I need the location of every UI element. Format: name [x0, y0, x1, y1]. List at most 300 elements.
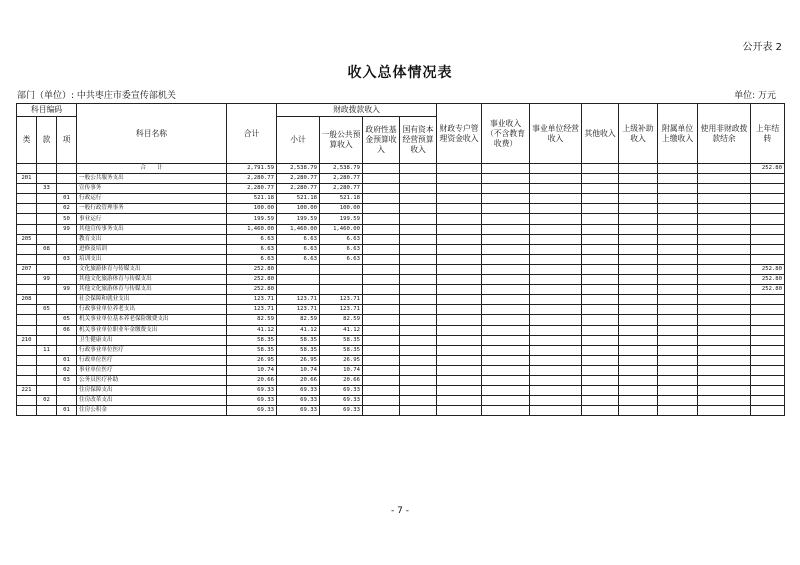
upper-grant-cell — [619, 406, 658, 416]
affiliated-cell — [658, 396, 698, 406]
affiliated-cell — [658, 244, 698, 254]
affiliated-cell — [658, 305, 698, 315]
header-code-group: 科目编码 — [17, 104, 77, 117]
xiang-cell — [57, 275, 77, 285]
state-capital-cell — [400, 234, 437, 244]
non-fiscal-balance-cell — [698, 375, 751, 385]
table-row — [17, 305, 785, 315]
kuan-cell: 33 — [37, 184, 57, 194]
subtotal-cell — [277, 275, 320, 285]
total-cell: 521.18 — [227, 194, 277, 204]
header-state-capital: 国有资本经营预算收入 — [400, 117, 437, 164]
gov-fund-cell — [363, 285, 400, 295]
affiliated-cell — [658, 204, 698, 214]
state-capital-cell — [400, 264, 437, 274]
table-row — [17, 244, 785, 254]
non-fiscal-balance-cell — [698, 204, 751, 214]
prev-carryover-cell — [751, 194, 785, 204]
gov-fund-cell — [363, 204, 400, 214]
other-cell — [582, 295, 619, 305]
total-cell: 2,280.77 — [227, 174, 277, 184]
affiliated-cell — [658, 315, 698, 325]
table-row — [17, 285, 785, 295]
state-capital-cell — [400, 406, 437, 416]
general-budget-cell: 82.59 — [320, 315, 363, 325]
subtotal-cell: 26.95 — [277, 355, 320, 365]
prev-carryover-cell — [751, 184, 785, 194]
upper-grant-cell — [619, 295, 658, 305]
kuan-cell — [37, 285, 57, 295]
gov-fund-cell — [363, 244, 400, 254]
business-unit-op-cell — [530, 204, 582, 214]
gov-fund-cell — [363, 164, 400, 174]
non-fiscal-balance-cell — [698, 214, 751, 224]
general-budget-cell: 58.35 — [320, 335, 363, 345]
subject-name-cell: 事业运行 — [77, 214, 227, 224]
table-row — [17, 315, 785, 325]
business-unit-op-cell — [530, 325, 582, 335]
non-fiscal-balance-cell — [698, 355, 751, 365]
subtotal-cell: 1,460.00 — [277, 224, 320, 234]
prev-carryover-cell — [751, 325, 785, 335]
other-cell — [582, 174, 619, 184]
other-cell — [582, 164, 619, 174]
fiscal-special-cell — [437, 254, 482, 264]
subtotal-cell: 69.33 — [277, 406, 320, 416]
total-cell: 20.66 — [227, 375, 277, 385]
business-cell — [482, 335, 530, 345]
other-cell — [582, 335, 619, 345]
lei-cell — [17, 285, 37, 295]
upper-grant-cell — [619, 396, 658, 406]
affiliated-cell — [658, 325, 698, 335]
lei-cell — [17, 396, 37, 406]
other-cell — [582, 386, 619, 396]
business-unit-op-cell — [530, 214, 582, 224]
kuan-cell — [37, 264, 57, 274]
upper-grant-cell — [619, 194, 658, 204]
prev-carryover-cell: 252.80 — [751, 164, 785, 174]
total-cell: 252.80 — [227, 285, 277, 295]
state-capital-cell — [400, 386, 437, 396]
affiliated-cell — [658, 224, 698, 234]
other-cell — [582, 285, 619, 295]
business-cell — [482, 325, 530, 335]
general-budget-cell: 2,280.77 — [320, 174, 363, 184]
business-cell — [482, 254, 530, 264]
upper-grant-cell — [619, 204, 658, 214]
prev-carryover-cell — [751, 365, 785, 375]
kuan-cell — [37, 386, 57, 396]
upper-grant-cell — [619, 275, 658, 285]
gov-fund-cell — [363, 264, 400, 274]
business-unit-op-cell — [530, 264, 582, 274]
non-fiscal-balance-cell — [698, 345, 751, 355]
business-unit-op-cell — [530, 396, 582, 406]
header-general-budget: 一般公共预算收入 — [320, 117, 363, 164]
fiscal-special-cell — [437, 365, 482, 375]
table-row — [17, 396, 785, 406]
subject-name-cell: 其他文化旅游体育与传媒支出 — [77, 285, 227, 295]
subtotal-cell: 10.74 — [277, 365, 320, 375]
subtotal-cell: 123.71 — [277, 305, 320, 315]
prev-carryover-cell — [751, 355, 785, 365]
gov-fund-cell — [363, 224, 400, 234]
gov-fund-cell — [363, 375, 400, 385]
subject-name-cell: 宣传事务 — [77, 184, 227, 194]
subtotal-cell: 6.63 — [277, 234, 320, 244]
general-budget-cell: 41.12 — [320, 325, 363, 335]
xiang-cell: 03 — [57, 375, 77, 385]
kuan-cell: 08 — [37, 244, 57, 254]
fiscal-special-cell — [437, 164, 482, 174]
business-unit-op-cell — [530, 345, 582, 355]
non-fiscal-balance-cell — [698, 305, 751, 315]
xiang-cell: 06 — [57, 325, 77, 335]
subject-name-cell: 卫生健康支出 — [77, 335, 227, 345]
fiscal-special-cell — [437, 174, 482, 184]
fiscal-special-cell — [437, 355, 482, 365]
other-cell — [582, 345, 619, 355]
non-fiscal-balance-cell — [698, 325, 751, 335]
business-unit-op-cell — [530, 365, 582, 375]
lei-cell — [17, 184, 37, 194]
lei-cell — [17, 164, 37, 174]
business-cell — [482, 234, 530, 244]
xiang-cell — [57, 345, 77, 355]
general-budget-cell: 2,280.77 — [320, 184, 363, 194]
table-row — [17, 264, 785, 274]
upper-grant-cell — [619, 325, 658, 335]
other-cell — [582, 204, 619, 214]
xiang-cell: 05 — [57, 315, 77, 325]
fiscal-special-cell — [437, 386, 482, 396]
total-cell: 10.74 — [227, 365, 277, 375]
state-capital-cell — [400, 164, 437, 174]
subject-name-cell: 其他宣传事务支出 — [77, 224, 227, 234]
business-unit-op-cell — [530, 184, 582, 194]
subtotal-cell: 41.12 — [277, 325, 320, 335]
xiang-cell: 01 — [57, 355, 77, 365]
subject-name-cell: 培训支出 — [77, 254, 227, 264]
subtotal-cell: 6.63 — [277, 244, 320, 254]
general-budget-cell — [320, 285, 363, 295]
prev-carryover-cell — [751, 406, 785, 416]
general-budget-cell: 6.63 — [320, 244, 363, 254]
gov-fund-cell — [363, 295, 400, 305]
total-cell: 6.63 — [227, 244, 277, 254]
general-budget-cell: 521.18 — [320, 194, 363, 204]
table-row — [17, 174, 785, 184]
prev-carryover-cell — [751, 396, 785, 406]
kuan-cell — [37, 365, 57, 375]
prev-carryover-cell — [751, 174, 785, 184]
total-cell: 26.95 — [227, 355, 277, 365]
business-cell — [482, 264, 530, 274]
lei-cell — [17, 325, 37, 335]
business-cell — [482, 406, 530, 416]
non-fiscal-balance-cell — [698, 164, 751, 174]
kuan-cell — [37, 214, 57, 224]
header-total: 合计 — [227, 104, 277, 164]
lei-cell — [17, 365, 37, 375]
prev-carryover-cell — [751, 375, 785, 385]
kuan-cell — [37, 164, 57, 174]
xiang-cell — [57, 264, 77, 274]
non-fiscal-balance-cell — [698, 194, 751, 204]
non-fiscal-balance-cell — [698, 365, 751, 375]
kuan-cell — [37, 234, 57, 244]
other-cell — [582, 254, 619, 264]
gov-fund-cell — [363, 386, 400, 396]
gov-fund-cell — [363, 406, 400, 416]
affiliated-cell — [658, 375, 698, 385]
total-cell: 6.63 — [227, 234, 277, 244]
other-cell — [582, 214, 619, 224]
fiscal-special-cell — [437, 234, 482, 244]
non-fiscal-balance-cell — [698, 234, 751, 244]
general-budget-cell: 69.33 — [320, 396, 363, 406]
prev-carryover-cell — [751, 214, 785, 224]
other-cell — [582, 194, 619, 204]
other-cell — [582, 315, 619, 325]
xiang-cell: 03 — [57, 254, 77, 264]
state-capital-cell — [400, 325, 437, 335]
gov-fund-cell — [363, 325, 400, 335]
total-cell: 58.35 — [227, 345, 277, 355]
state-capital-cell — [400, 305, 437, 315]
table-row — [17, 365, 785, 375]
total-cell: 58.35 — [227, 335, 277, 345]
total-cell: 1,460.00 — [227, 224, 277, 234]
kuan-cell — [37, 375, 57, 385]
table-row — [17, 386, 785, 396]
prev-carryover-cell — [751, 295, 785, 305]
subject-name-cell: 行政运行 — [77, 194, 227, 204]
gov-fund-cell — [363, 305, 400, 315]
subtotal-cell: 100.00 — [277, 204, 320, 214]
affiliated-cell — [658, 406, 698, 416]
business-unit-op-cell — [530, 275, 582, 285]
lei-cell — [17, 214, 37, 224]
other-cell — [582, 325, 619, 335]
other-cell — [582, 375, 619, 385]
non-fiscal-balance-cell — [698, 275, 751, 285]
total-cell: 41.12 — [227, 325, 277, 335]
kuan-cell — [37, 224, 57, 234]
business-unit-op-cell — [530, 285, 582, 295]
non-fiscal-balance-cell — [698, 406, 751, 416]
state-capital-cell — [400, 194, 437, 204]
non-fiscal-balance-cell — [698, 254, 751, 264]
upper-grant-cell — [619, 164, 658, 174]
total-cell: 6.63 — [227, 254, 277, 264]
affiliated-cell — [658, 365, 698, 375]
kuan-cell: 02 — [37, 396, 57, 406]
upper-grant-cell — [619, 335, 658, 345]
prev-carryover-cell — [751, 386, 785, 396]
upper-grant-cell — [619, 375, 658, 385]
header-fiscal-special: 财政专户管理资金收入 — [437, 104, 482, 164]
other-cell — [582, 305, 619, 315]
kuan-cell — [37, 295, 57, 305]
upper-grant-cell — [619, 315, 658, 325]
prev-carryover-cell: 252.80 — [751, 275, 785, 285]
subtotal-cell: 58.35 — [277, 345, 320, 355]
subtotal-cell: 2,538.79 — [277, 164, 320, 174]
prev-carryover-cell — [751, 224, 785, 234]
general-budget-cell: 58.35 — [320, 345, 363, 355]
subject-name-cell: 进修及培训 — [77, 244, 227, 254]
business-unit-op-cell — [530, 315, 582, 325]
business-unit-op-cell — [530, 335, 582, 345]
lei-cell — [17, 275, 37, 285]
general-budget-cell: 69.33 — [320, 386, 363, 396]
business-unit-op-cell — [530, 295, 582, 305]
upper-grant-cell — [619, 254, 658, 264]
header-xiang: 项 — [57, 117, 77, 164]
upper-grant-cell — [619, 244, 658, 254]
lei-cell: 205 — [17, 234, 37, 244]
kuan-cell — [37, 204, 57, 214]
affiliated-cell — [658, 234, 698, 244]
prev-carryover-cell — [751, 305, 785, 315]
state-capital-cell — [400, 275, 437, 285]
form-number: 公开表 2 — [742, 42, 782, 53]
subtotal-cell: 58.35 — [277, 335, 320, 345]
business-cell — [482, 174, 530, 184]
total-cell: 199.59 — [227, 214, 277, 224]
table-row — [17, 275, 785, 285]
xiang-cell — [57, 164, 77, 174]
general-budget-cell — [320, 275, 363, 285]
other-cell — [582, 275, 619, 285]
general-budget-cell: 199.59 — [320, 214, 363, 224]
lei-cell — [17, 305, 37, 315]
general-budget-cell: 20.66 — [320, 375, 363, 385]
non-fiscal-balance-cell — [698, 335, 751, 345]
xiang-cell — [57, 234, 77, 244]
xiang-cell: 02 — [57, 365, 77, 375]
affiliated-cell — [658, 194, 698, 204]
table-row — [17, 375, 785, 385]
state-capital-cell — [400, 375, 437, 385]
kuan-cell: 11 — [37, 345, 57, 355]
business-cell — [482, 355, 530, 365]
general-budget-cell: 10.74 — [320, 365, 363, 375]
xiang-cell — [57, 396, 77, 406]
other-cell — [582, 244, 619, 254]
subtotal-cell: 2,280.77 — [277, 184, 320, 194]
gov-fund-cell — [363, 335, 400, 345]
header-business: 事业收入（不含教育收费） — [482, 104, 530, 164]
business-cell — [482, 305, 530, 315]
subtotal-cell — [277, 264, 320, 274]
gov-fund-cell — [363, 275, 400, 285]
business-cell — [482, 345, 530, 355]
page-title: 收入总体情况表 — [347, 65, 453, 81]
general-budget-cell: 1,460.00 — [320, 224, 363, 234]
gov-fund-cell — [363, 355, 400, 365]
state-capital-cell — [400, 396, 437, 406]
affiliated-cell — [658, 386, 698, 396]
total-cell: 100.00 — [227, 204, 277, 214]
gov-fund-cell — [363, 315, 400, 325]
lei-cell — [17, 204, 37, 214]
subtotal-cell: 69.33 — [277, 396, 320, 406]
kuan-cell — [37, 254, 57, 264]
business-cell — [482, 315, 530, 325]
state-capital-cell — [400, 315, 437, 325]
total-cell: 252.80 — [227, 275, 277, 285]
affiliated-cell — [658, 254, 698, 264]
other-cell — [582, 234, 619, 244]
lei-cell: 221 — [17, 386, 37, 396]
prev-carryover-cell — [751, 254, 785, 264]
header-lei: 类 — [17, 117, 37, 164]
state-capital-cell — [400, 184, 437, 194]
table-row — [17, 194, 785, 204]
fiscal-special-cell — [437, 224, 482, 234]
prev-carryover-cell — [751, 204, 785, 214]
subtotal-cell — [277, 285, 320, 295]
header-affiliated: 附属单位上缴收入 — [658, 104, 698, 164]
lei-cell — [17, 224, 37, 234]
table-row — [17, 325, 785, 335]
state-capital-cell — [400, 244, 437, 254]
subtotal-cell: 123.71 — [277, 295, 320, 305]
table-row — [17, 254, 785, 264]
xiang-cell — [57, 295, 77, 305]
fiscal-special-cell — [437, 305, 482, 315]
non-fiscal-balance-cell — [698, 396, 751, 406]
state-capital-cell — [400, 204, 437, 214]
general-budget-cell: 100.00 — [320, 204, 363, 214]
header-business-unit-op: 事业单位经营收入 — [530, 104, 582, 164]
subject-name-cell: 文化旅游体育与传媒支出 — [77, 264, 227, 274]
department-label: 部门（单位）: 中共枣庄市委宣传部机关 — [17, 91, 176, 101]
total-cell: 69.33 — [227, 386, 277, 396]
subtotal-cell: 82.59 — [277, 315, 320, 325]
gov-fund-cell — [363, 214, 400, 224]
subject-name-cell: 行政事业单位养老支出 — [77, 305, 227, 315]
kuan-cell — [37, 335, 57, 345]
upper-grant-cell — [619, 355, 658, 365]
business-unit-op-cell — [530, 386, 582, 396]
non-fiscal-balance-cell — [698, 315, 751, 325]
fiscal-special-cell — [437, 285, 482, 295]
state-capital-cell — [400, 335, 437, 345]
lei-cell: 208 — [17, 295, 37, 305]
gov-fund-cell — [363, 234, 400, 244]
state-capital-cell — [400, 285, 437, 295]
total-cell: 82.59 — [227, 315, 277, 325]
fiscal-special-cell — [437, 406, 482, 416]
prev-carryover-cell — [751, 234, 785, 244]
other-cell — [582, 224, 619, 234]
affiliated-cell — [658, 174, 698, 184]
table-row — [17, 204, 785, 214]
business-cell — [482, 204, 530, 214]
upper-grant-cell — [619, 264, 658, 274]
subject-name-cell: 行政单位医疗 — [77, 355, 227, 365]
upper-grant-cell — [619, 285, 658, 295]
general-budget-cell: 69.33 — [320, 406, 363, 416]
kuan-cell — [37, 174, 57, 184]
prev-carryover-cell — [751, 345, 785, 355]
xiang-cell — [57, 305, 77, 315]
subtotal-cell: 521.18 — [277, 194, 320, 204]
